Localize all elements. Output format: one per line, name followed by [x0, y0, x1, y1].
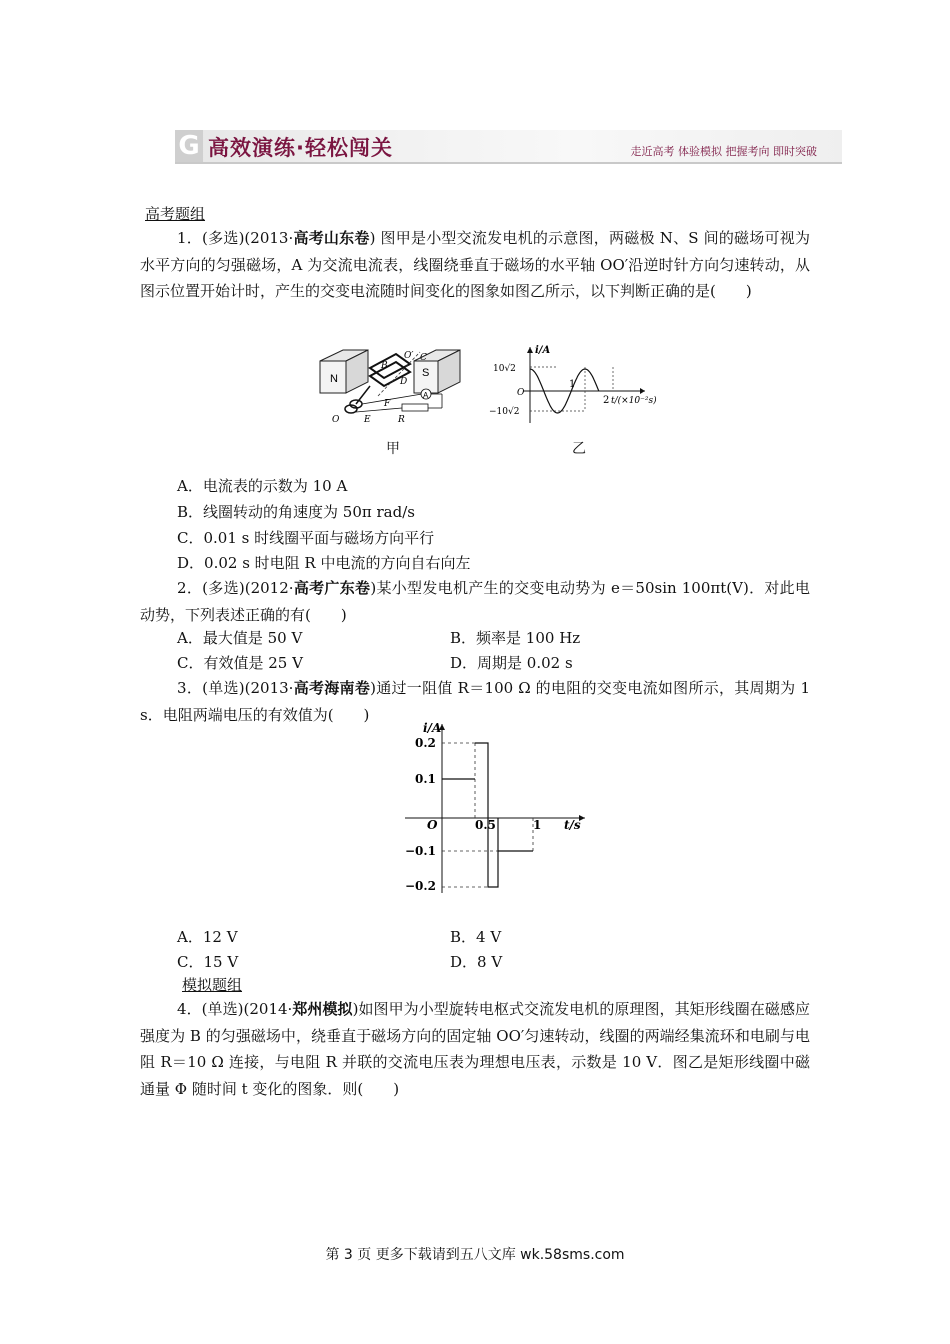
q3-option-d: D．8 V	[450, 953, 503, 971]
label-d: D	[400, 377, 408, 387]
label-f: F	[384, 399, 391, 409]
current-square-chart	[395, 718, 595, 896]
sine-ytick-min: −10√2	[489, 407, 520, 417]
q1-source: 高考山东卷	[293, 229, 370, 247]
label-c: C	[420, 353, 427, 363]
q3-option-b: B．4 V	[450, 928, 502, 946]
q4-head: 4．(单选)(2014·	[177, 1000, 293, 1018]
fig-yi-caption: 乙	[572, 441, 586, 457]
header-banner	[175, 128, 842, 168]
square-ytick-0.1: 0.1	[415, 772, 436, 786]
q2-option-c: C．有效值是 25 V	[177, 654, 303, 672]
label-o2: O′	[404, 351, 414, 361]
q1-option-d: D．0.02 s 时电阻 R 中电流的方向自右向左	[177, 554, 471, 572]
q1-option-c: C．0.01 s 时线圈平面与磁场方向平行	[177, 529, 435, 547]
q2-head: 2．(多选)(2012·	[177, 579, 294, 597]
banner-divider	[175, 162, 842, 164]
q1-body: ) 图甲是小型交流发电机的示意图，两磁极 N、S 间的磁场可视为水平方向的匀强磁场，A 为交流电流表，线圈绕垂直于磁场的水平轴 OO′沿逆时针方向匀速转动，从图示位置开始计时，产生的交变电流随时间变化的图象如图乙所示，以下判断正确的是( )	[140, 229, 810, 301]
square-origin: O	[427, 818, 438, 832]
square-ylabel: i/A	[423, 721, 442, 735]
q3-option-a: A．12 V	[177, 928, 238, 946]
label-r: R	[398, 415, 405, 425]
section-title-simulation: 模拟题组	[182, 976, 243, 994]
g-logo-icon: G	[175, 130, 203, 162]
q1-option-b: B．线圈转动的角速度为 50π rad/s	[177, 503, 415, 521]
question-1	[140, 225, 810, 305]
question-4	[140, 996, 810, 1102]
fig-jia-caption: 甲	[386, 441, 400, 457]
sine-ylabel: i/A	[535, 345, 551, 356]
q1-head: 1．(多选)(2013·	[177, 229, 294, 247]
question-2	[140, 575, 810, 628]
sine-xtick-2: 2	[603, 395, 610, 406]
page-footer: 第 3 页 更多下载请到五八文库 wk.58sms.com	[325, 1247, 625, 1263]
q3-source: 高考海南卷	[293, 679, 371, 697]
n-pole-label: N	[330, 373, 338, 385]
section-title-gaokao: 高考题组	[145, 205, 206, 223]
square-xlabel: t/s	[564, 818, 581, 832]
banner-subtitle: 走近高考 体验模拟 把握考向 即时突破	[630, 145, 817, 158]
q3-head: 3．(单选)(2013·	[177, 679, 294, 697]
square-xtick-1: 1	[533, 818, 542, 832]
q2-option-d: D．周期是 0.02 s	[450, 654, 573, 672]
q2-option-a: A．最大值是 50 V	[177, 629, 303, 647]
q4-body: )如图甲为小型旋转电枢式交流发电机的原理图，其矩形线圈在磁感应强度为 B 的匀强磁场中，绕垂直于磁场方向的固定轴 OO′匀速转动，线圈的两端经集流环和电刷与电阻 R＝10 Ω 连接，与电阻 R 并联的交流电压表为理想电压表，示数是 10 V．图乙是矩形线圈中磁通量 Φ 随时间 t 变化的图象．则( )	[140, 1000, 810, 1098]
sine-ytick-max: 10√2	[493, 364, 516, 374]
sine-xlabel: t/(×10⁻²s)	[611, 396, 657, 406]
generator-diagram	[318, 346, 463, 431]
label-e: E	[364, 415, 371, 425]
square-ytick-neg0.1: −0.1	[405, 844, 436, 858]
current-sine-chart	[485, 343, 657, 428]
q1-option-a: A．电流表的示数为 10 A	[177, 477, 348, 495]
square-segment-2	[475, 743, 488, 818]
square-ytick-0.2: 0.2	[415, 736, 436, 750]
sine-xtick-1: 1	[569, 379, 576, 390]
q2-body: )某小型发电机产生的交变电动势为 e＝50sin 100πt(V)．对此电动势，下列表述正确的有( )	[140, 579, 810, 624]
square-xtick-0.5: 0.5	[475, 818, 496, 832]
s-pole-label: S	[422, 367, 430, 379]
q2-option-b: B．频率是 100 Hz	[450, 629, 581, 647]
sine-origin: O	[517, 388, 525, 398]
label-b: B	[381, 361, 388, 371]
square-ytick-neg0.2: −0.2	[405, 879, 436, 893]
ammeter-label: A	[423, 391, 429, 400]
q3-body: )通过一阻值 R＝100 Ω 的电阻的交变电流如图所示，其周期为 1 s．电阻两端电压的有效值为( )	[140, 679, 810, 724]
q4-source: 郑州模拟	[292, 1000, 353, 1018]
label-o: O	[332, 415, 340, 425]
q2-source: 高考广东卷	[293, 579, 371, 597]
banner-title: 高效演练·轻松闯关	[208, 136, 393, 160]
q3-option-c: C．15 V	[177, 953, 239, 971]
